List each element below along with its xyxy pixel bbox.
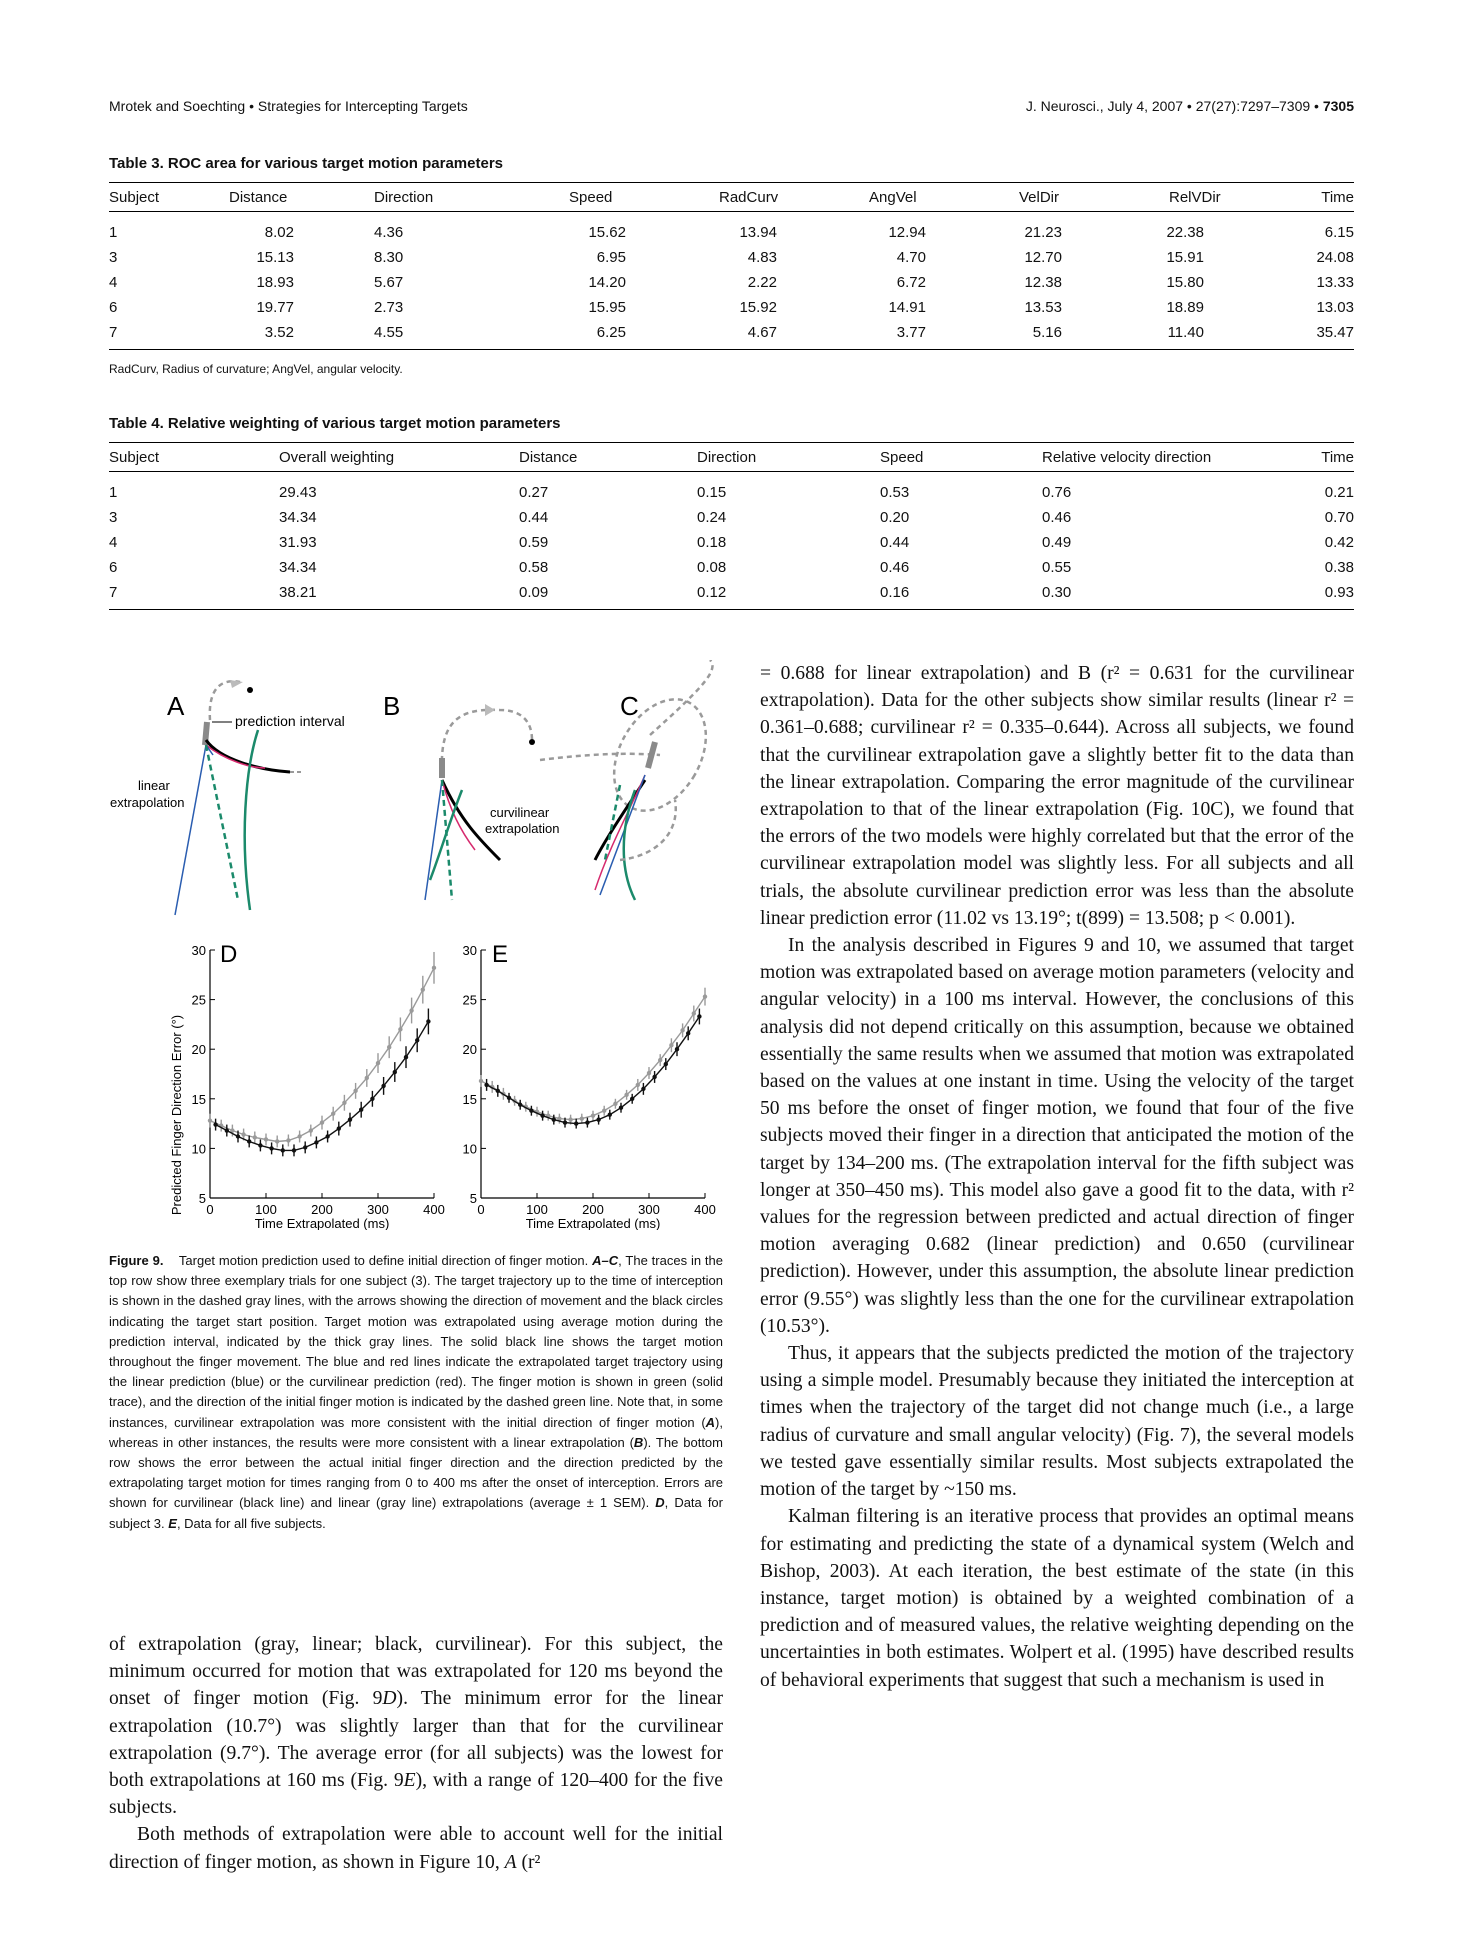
figure-9 <box>100 660 740 1230</box>
table3-cell: 3 <box>109 249 118 266</box>
table3-cell: 14.91 <box>888 299 926 316</box>
table3-cell: 15.92 <box>739 299 777 316</box>
x-axis-label-d: Time Extrapolated (ms) <box>254 1216 390 1230</box>
x-tick-label: 200 <box>582 1202 604 1217</box>
data-point <box>253 1135 257 1139</box>
table4-cell: 0.55 <box>1042 559 1072 576</box>
table4-cell: 0.53 <box>880 484 910 501</box>
table4-cell: 0.30 <box>1042 580 1264 610</box>
x-tick-label: 400 <box>694 1202 716 1217</box>
data-point <box>518 1103 522 1107</box>
table3-cell: 2.22 <box>747 274 777 291</box>
table3-cell: 4.83 <box>747 249 777 266</box>
data-point <box>247 1139 251 1143</box>
data-point <box>641 1087 645 1091</box>
table3-footnote: RadCurv, Radius of curvature; AngVel, angular velocity. <box>109 362 403 376</box>
right-paragraph-4: Kalman filtering is an iterative process that provides an optimal means for estimating and predicting the state of a dynamical system (Welch and Bishop, 2003). At each iteration, the best estimate of the state (in this instance, target motion) is obtained by a weighted combination of a prediction and of measured values, the relative weighting depending on the uncertainties in both estimates. Wolpert et al. (1995) have described results of behavioral experiments that suggest that such a mechanism is used in <box>760 1506 1354 1691</box>
table3-cell: 15.13 <box>256 249 294 266</box>
table3-header: Speed <box>529 183 684 212</box>
y-axis-label: Predicted Finger Direction Error (°) <box>169 1014 184 1216</box>
table3-header: VelDir <box>984 183 1124 212</box>
panel-b-trajectories <box>383 691 559 900</box>
table4-header-row <box>109 443 1354 472</box>
panel-label-e: E <box>492 941 509 968</box>
data-point <box>552 1117 556 1121</box>
data-point <box>303 1145 307 1149</box>
x-tick-label: 0 <box>206 1202 214 1217</box>
running-header-right <box>1026 98 1354 114</box>
caption-text-4: , Data for subject 3. <box>109 1495 723 1531</box>
table3-cell: 15.62 <box>588 224 626 241</box>
y-tick-label: 20 <box>462 1042 477 1058</box>
caption-a: A <box>705 1414 716 1430</box>
data-point <box>398 1027 402 1031</box>
table3-header: Distance <box>229 183 374 212</box>
table4-cell: 1 <box>109 484 118 501</box>
x-tick-label: 200 <box>311 1202 333 1217</box>
table3-cell: 6.72 <box>896 274 926 291</box>
data-point <box>409 1008 413 1012</box>
table4-header: Overall weighting <box>279 443 519 472</box>
table3-cell: 22.38 <box>1166 224 1204 241</box>
data-point <box>652 1075 656 1079</box>
x-tick-label: 0 <box>477 1202 485 1217</box>
table3-header: RelVDir <box>1124 183 1254 212</box>
data-point <box>297 1134 301 1138</box>
table4-cell: 0.08 <box>697 559 727 576</box>
table4-cell: 0.38 <box>1324 559 1354 576</box>
table4-cell: 0.21 <box>1324 484 1354 501</box>
table4-cell: 0.46 <box>1042 509 1072 526</box>
y-tick-label: 15 <box>191 1091 206 1107</box>
running-header-left: Mrotek and Soechting • Strategies for Intercepting Targets <box>109 98 468 114</box>
table4-cell: 0.44 <box>519 509 549 526</box>
prediction-interval-label: prediction interval <box>235 713 345 729</box>
data-point <box>703 994 707 998</box>
data-point <box>507 1096 511 1100</box>
caption-text-3: ). The bottom row shows the error between the actual initial finger direction and the direction predicted by the extrapolating target motion for times ranging from 0 to 400 ms after the onset of interception. Errors are shown for curvilinear (black line) and linear (gray line) extrapolations (average ± 1 SEM). <box>109 1434 723 1511</box>
table4-cell: 0.18 <box>697 534 727 551</box>
curvilinear-label-2: extrapolation <box>485 821 560 836</box>
table4-cell: 0.12 <box>697 580 880 610</box>
chart-d <box>169 941 445 1230</box>
table3-cell: 13.53 <box>1024 299 1062 316</box>
x-tick-label: 400 <box>423 1202 445 1217</box>
data-point <box>619 1106 623 1110</box>
table3-cell: 19.77 <box>256 299 294 316</box>
data-point <box>636 1083 640 1087</box>
linear-label-1: linear <box>138 778 170 793</box>
panel-label-b: B <box>383 691 401 721</box>
data-point <box>393 1070 397 1074</box>
table4-header: Distance <box>519 443 697 472</box>
data-point <box>258 1143 262 1147</box>
data-point <box>608 1112 612 1116</box>
data-point <box>613 1102 617 1106</box>
table3-cell: 4.36 <box>374 224 404 241</box>
series-line <box>210 968 434 1142</box>
x-tick-label: 100 <box>526 1202 548 1217</box>
chart-e <box>463 941 716 1230</box>
table3-cell: 13.94 <box>739 224 777 241</box>
table4-cell: 38.21 <box>279 580 519 610</box>
x-tick-label: 100 <box>255 1202 277 1217</box>
data-point <box>496 1089 500 1093</box>
table3-title: Table 3. ROC area for various target motion parameters <box>109 155 504 172</box>
table3-cell: 12.94 <box>888 224 926 241</box>
table4-cell: 0.93 <box>1264 580 1354 610</box>
data-point <box>568 1117 572 1121</box>
left-paragraph-2: Both methods of extrapolation were able to account well for the initial direction of finger motion, as shown in Figure 10, A (r² <box>109 1824 723 1873</box>
data-point <box>325 1134 329 1138</box>
data-point <box>624 1093 628 1097</box>
table3-cell: 15.80 <box>1166 274 1204 291</box>
data-point <box>348 1117 352 1121</box>
table3-cell: 11.40 <box>1124 320 1254 350</box>
data-point <box>574 1121 578 1125</box>
data-point <box>669 1043 673 1047</box>
data-point <box>529 1109 533 1113</box>
data-point <box>658 1058 662 1062</box>
data-point <box>225 1128 229 1132</box>
data-point <box>370 1097 374 1101</box>
x-axis-label-e: Time Extrapolated (ms) <box>525 1216 661 1230</box>
table3-cell: 12.70 <box>1024 249 1062 266</box>
y-tick-label: 25 <box>462 992 477 1008</box>
data-point <box>432 966 436 970</box>
table3-cell: 6.15 <box>1324 224 1354 241</box>
table4-cell: 0.46 <box>880 559 910 576</box>
table4-header: Speed <box>880 443 1042 472</box>
y-tick-label: 30 <box>462 943 477 958</box>
caption-b: B <box>633 1434 644 1450</box>
table4-cell: 0.16 <box>880 580 1042 610</box>
data-point <box>292 1148 296 1152</box>
x-tick-label: 300 <box>638 1202 660 1217</box>
table4-cell: 0.76 <box>1042 484 1072 501</box>
data-point <box>596 1117 600 1121</box>
table3-cell: 8.30 <box>374 249 404 266</box>
table4-row <box>109 505 1354 530</box>
data-point <box>241 1132 245 1136</box>
data-point <box>630 1097 634 1101</box>
data-point <box>591 1113 595 1117</box>
journal-citation: J. Neurosci., July 4, 2007 • 27(27):7297–7309 • <box>1025 98 1323 114</box>
right-paragraph-1: = 0.688 for linear extrapolation) and B (r² = 0.631 for the curvilinear extrapolation). Data for the other subjects show similar results (linear r² = 0.361–0.688; curvilinear r² = 0.335–0.644). Across all subjects, we found that the curvilinear extrapolation gave a slightly better fit to the data than the linear extrapolation. Comparing the error magnitude of the curvilinear extrapolation to that of the linear extrapolation (Fig. 10C), we found that the errors of the two models were highly correlated but that the error of the curvilinear extrapolation model was slightly less. For all subjects and all trials, the absolute curvilinear prediction error was less than the absolute linear prediction error (11.02 vs 13.19°; t(899) = 13.508; p < 0.001). <box>760 663 1354 929</box>
table3-cell: 1 <box>109 224 118 241</box>
data-point <box>353 1089 357 1093</box>
table3-cell: 6.25 <box>529 320 684 350</box>
table3-header: Time <box>1254 183 1354 212</box>
table3-cell: 8.02 <box>264 224 294 241</box>
y-tick-label: 10 <box>191 1141 206 1157</box>
table4-title: Table 4. Relative weighting of various target motion parameters <box>109 415 561 432</box>
table3-cell: 5.16 <box>984 320 1124 350</box>
table3-header: Subject <box>109 183 229 212</box>
table4-cell: 3 <box>109 509 118 526</box>
table3-cell: 15.91 <box>1166 249 1204 266</box>
left-paragraph-1: of extrapolation (gray, linear; black, curvilinear). For this subject, the minimum occurred for motion that was extrapolated for 120 ms beyond the onset of finger motion (Fig. 9D). The minimum error for the linear extrapolation (10.7°) was slightly larger than that for the curvilinear extrapolation (9.7°). The average error (for all subjects) was the lowest for both extrapolations at 160 ms (Fig. 9E), with a range of 120–400 for the five subjects. <box>109 1634 723 1819</box>
y-tick-label: 25 <box>191 992 206 1008</box>
data-point <box>269 1146 273 1150</box>
panel-c-trajectories <box>540 660 725 900</box>
table3-cell: 24.08 <box>1316 249 1354 266</box>
table3-cell: 7 <box>109 320 229 350</box>
series-line <box>216 1021 429 1150</box>
left-column-text <box>109 1631 723 1876</box>
caption-text-2: ), whereas in other instances, the results were more consistent with a linear extrapolation ( <box>109 1414 723 1450</box>
data-point <box>309 1128 313 1132</box>
y-tick-label: 30 <box>191 943 206 958</box>
x-tick-label: 300 <box>367 1202 389 1217</box>
linear-label-2: extrapolation <box>110 795 185 810</box>
caption-text-1: , The traces in the top row show three exemplary trials for one subject (3). The target trajectory up to the time of interception is shown in the dashed gray lines, with the arrows showing the direction of movement and the black circles indicating the target start position. Target motion was extrapolated using average motion during the prediction interval, indicated by the thick gray lines. The solid black line shows the target motion throughout the finger movement. The blue and red lines indicate the extrapolated target trajectory using the linear prediction (blue) or the curvilinear prediction (red). The finger motion is shown in green (solid trace), and the direction of the initial finger motion is indicated by the dashed green line. Note that, in some instances, curvilinear extrapolation was more consistent with the initial direction of finger motion ( <box>109 1253 724 1430</box>
data-point <box>580 1116 584 1120</box>
table4-row <box>109 530 1354 555</box>
table4-cell: 0.09 <box>519 580 697 610</box>
table4-cell: 0.58 <box>519 559 549 576</box>
table4-row <box>109 580 1354 610</box>
table4-cell: 34.34 <box>279 559 317 576</box>
table4-cell: 4 <box>109 534 118 551</box>
table3-row <box>109 320 1354 350</box>
data-point <box>421 987 425 991</box>
data-point <box>281 1148 285 1152</box>
caption-lead-ac: A–C <box>592 1253 619 1268</box>
data-point <box>387 1045 391 1049</box>
table4-cell: 7 <box>109 580 279 610</box>
data-point <box>314 1140 318 1144</box>
y-tick-label: 20 <box>191 1042 206 1058</box>
table3-cell: 3.77 <box>839 320 984 350</box>
panel-label-d: D <box>220 941 238 968</box>
data-point <box>415 1038 419 1042</box>
data-point <box>697 1014 701 1018</box>
table4-header: Direction <box>697 443 880 472</box>
data-point <box>540 1113 544 1117</box>
data-point <box>484 1083 488 1087</box>
table4-cell: 0.70 <box>1324 509 1354 526</box>
table3-cell: 13.33 <box>1316 274 1354 291</box>
data-point <box>365 1076 369 1080</box>
data-point <box>647 1071 651 1075</box>
y-tick-label: 10 <box>462 1141 477 1157</box>
right-paragraph-2: In the analysis described in Figures 9 and 10, we assumed that target motion was extrapolated based on average motion parameters (velocity and angular velocity) in a 100 ms interval. However, the conclusions of this analysis did not depend critically on this assumption, because we obtained essentially the same results when we assumed that motion was extrapolated based on the values at one instant in time. Using the velocity of the target 50 ms before the onset of finger motion, we found that four of the five subjects moved their finger in a direction that anticipated the motion of the target by 134–200 ms. (The extrapolation interval for the fifth subject was longer at 350–450 ms). This model also gave a good fit to the data, with r² values for the regression between predicted and actual direction of finger motion averaging 0.682 (linear prediction) and 0.650 (curvilinear prediction). However, under this assumption, the absolute linear prediction error (9.55°) was slightly less than the one for the curvilinear extrapolation (10.53°). <box>760 935 1354 1337</box>
table3-cell: 4.67 <box>684 320 839 350</box>
table3-cell: 4.55 <box>374 320 529 350</box>
data-point <box>686 1031 690 1035</box>
table4-cell: 6 <box>109 559 118 576</box>
table4-cell: 0.59 <box>519 534 549 551</box>
data-point <box>320 1120 324 1124</box>
table3-cell: 4.70 <box>896 249 926 266</box>
y-tick-label: 5 <box>198 1191 206 1206</box>
table4-cell: 0.15 <box>697 484 727 501</box>
caption-lead: Target motion prediction used to define initial direction of finger motion. <box>178 1253 593 1268</box>
table3-cell: 18.93 <box>256 274 294 291</box>
table3-row <box>109 270 1354 295</box>
series-line <box>487 1017 700 1124</box>
table3-cell: 6 <box>109 299 118 316</box>
data-point <box>286 1138 290 1142</box>
data-point <box>359 1108 363 1112</box>
table3-cell: 15.95 <box>588 299 626 316</box>
table4-cell: 0.44 <box>880 534 910 551</box>
table3-cell: 5.67 <box>374 274 404 291</box>
table4-cell: 0.20 <box>880 509 910 526</box>
data-point <box>236 1134 240 1138</box>
data-point <box>602 1109 606 1113</box>
table3-cell: 35.47 <box>1254 320 1354 350</box>
data-point <box>664 1062 668 1066</box>
data-point <box>675 1047 679 1051</box>
page-number: 7305 <box>1322 98 1354 114</box>
table4-cell: 0.24 <box>697 509 727 526</box>
table4-cell: 0.27 <box>519 484 549 501</box>
table4-row <box>109 555 1354 580</box>
caption-figure-label: Figure 9. <box>109 1253 164 1268</box>
data-point <box>585 1120 589 1124</box>
table3-cell: 21.23 <box>1024 224 1062 241</box>
data-point <box>563 1120 567 1124</box>
table3-cell: 13.03 <box>1316 299 1354 316</box>
table4-cell: 29.43 <box>279 484 317 501</box>
data-point <box>331 1111 335 1115</box>
table3-row <box>109 245 1354 270</box>
table4-cell: 31.93 <box>279 534 317 551</box>
table3-row <box>109 295 1354 320</box>
table4-cell: 34.34 <box>279 509 317 526</box>
table3-cell: 12.38 <box>1024 274 1062 291</box>
data-point <box>479 1079 483 1083</box>
data-point <box>381 1084 385 1088</box>
panel-label-c: C <box>620 691 639 721</box>
data-point <box>426 1019 430 1023</box>
table3-cell: 18.89 <box>1166 299 1204 316</box>
table3-cell: 2.73 <box>374 299 404 316</box>
data-point <box>692 1011 696 1015</box>
data-point <box>208 1118 212 1122</box>
table3 <box>109 182 1354 350</box>
table3-header: AngVel <box>839 183 984 212</box>
table3-header: Direction <box>374 183 529 212</box>
curvilinear-label-1: curvilinear <box>490 805 550 820</box>
table4-header: Time <box>1264 443 1354 472</box>
panel-label-a: A <box>167 691 185 721</box>
right-column-text <box>760 660 1354 1694</box>
table4-row <box>109 472 1354 506</box>
panel-a-trajectories <box>110 680 345 915</box>
table4-cell: 0.42 <box>1324 534 1354 551</box>
caption-e: E <box>168 1515 177 1531</box>
data-point <box>680 1028 684 1032</box>
caption-d: D <box>655 1495 665 1511</box>
table4 <box>109 442 1354 610</box>
data-point <box>337 1126 341 1130</box>
table3-cell: 14.20 <box>588 274 626 291</box>
caption-text-5: , Data for all five subjects. <box>176 1515 326 1531</box>
table3-header: RadCurv <box>684 183 839 212</box>
y-tick-label: 15 <box>462 1091 477 1107</box>
table4-header: Relative velocity direction <box>1042 443 1264 472</box>
table3-cell: 6.95 <box>596 249 626 266</box>
table3-header-row <box>109 183 1354 212</box>
table3-row <box>109 212 1354 246</box>
y-tick-label: 5 <box>469 1191 477 1206</box>
table4-cell: 0.49 <box>1042 534 1072 551</box>
data-point <box>376 1061 380 1065</box>
data-point <box>264 1137 268 1141</box>
data-point <box>275 1139 279 1143</box>
table3-cell: 4 <box>109 274 118 291</box>
right-paragraph-3: Thus, it appears that the subjects predicted the motion of the trajectory using a simple model. Presumably because they initiated the interception at times when the trajectory of the target did not change much (i.e., a large radius of curvature and small angular velocity) (Fig. 7), the several models we tested gave essentially similar results. Most subjects extrapolated the motion of the target by ~150 ms. <box>760 1343 1354 1501</box>
figure-9-caption <box>109 1251 723 1534</box>
data-point <box>213 1122 217 1126</box>
table3-cell: 3.52 <box>229 320 374 350</box>
data-point <box>342 1101 346 1105</box>
data-point <box>404 1055 408 1059</box>
table4-header: Subject <box>109 443 279 472</box>
